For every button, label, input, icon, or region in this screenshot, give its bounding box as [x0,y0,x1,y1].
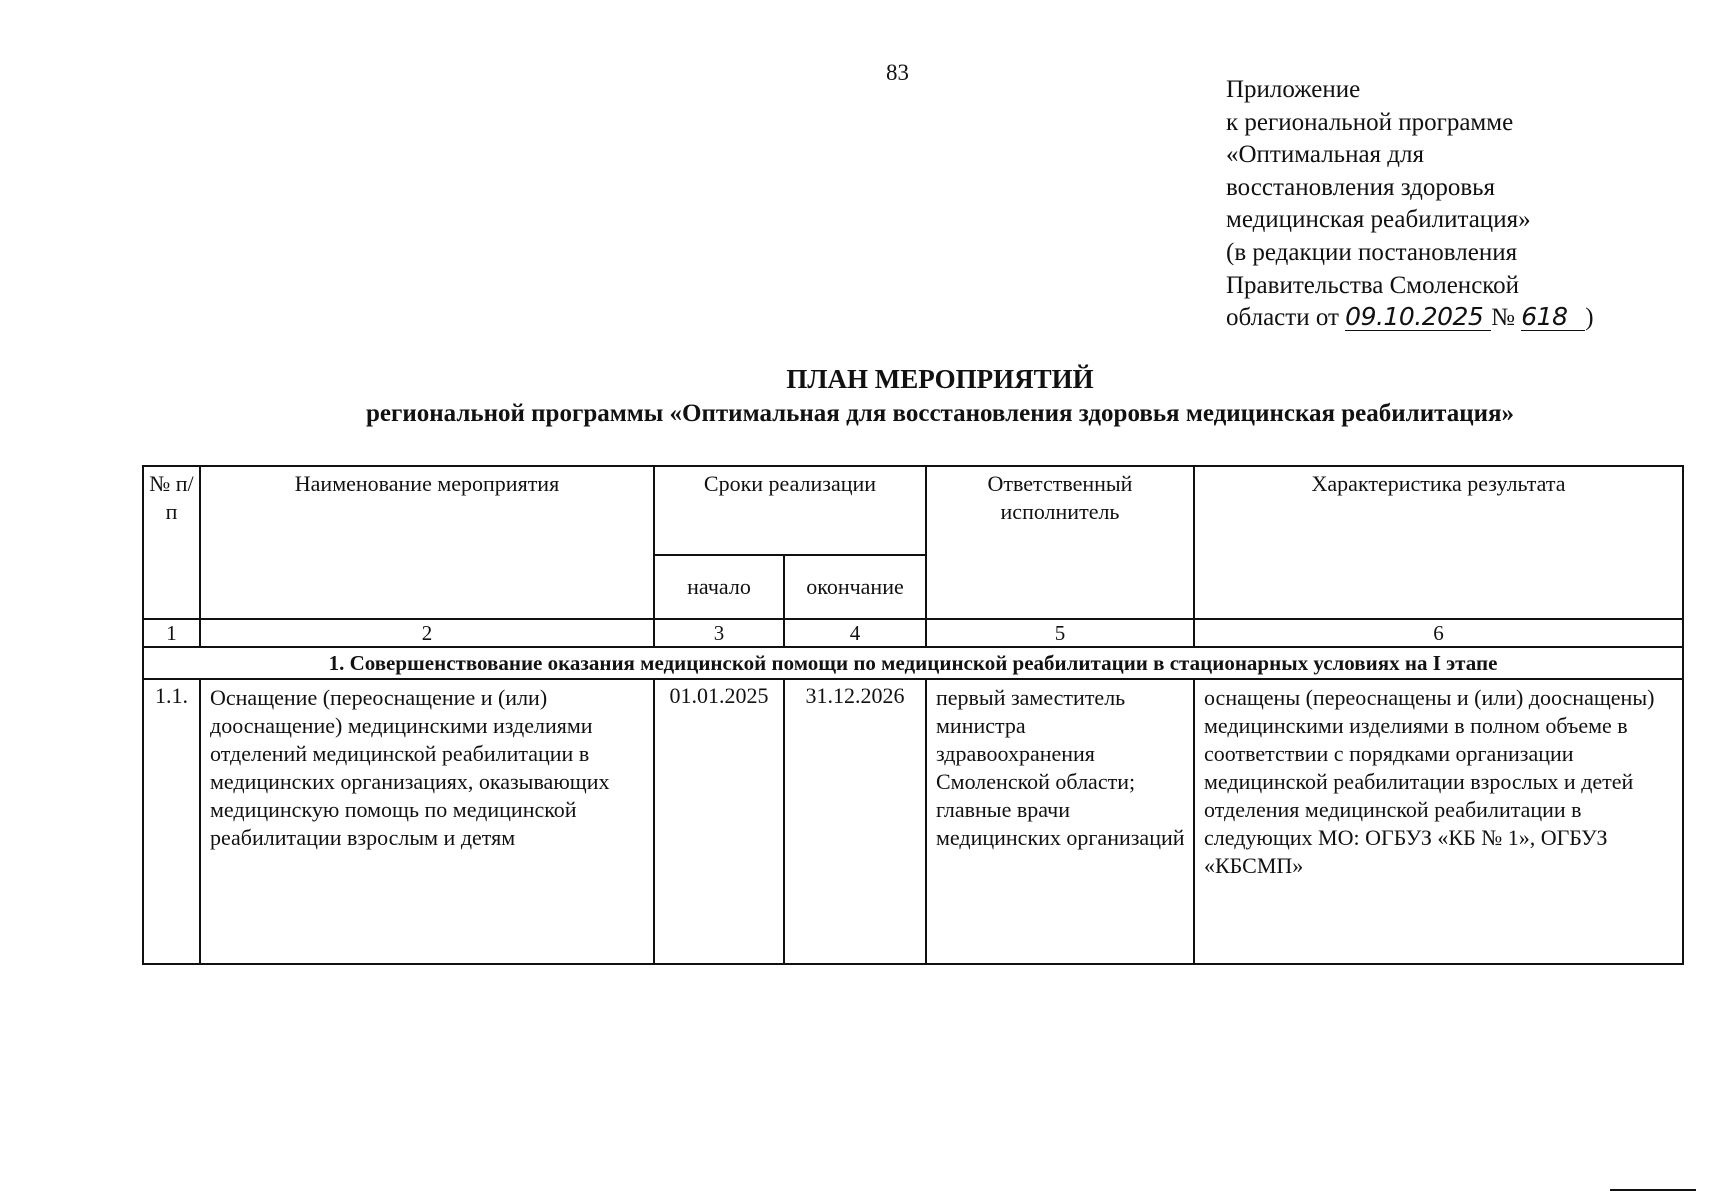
appendix-line: Правительства Смоленской [1226,271,1520,299]
document-title: ПЛАН МЕРОПРИЯТИЙ [786,364,1094,394]
document-subtitle: региональной программы «Оптимальная для восстановления здоровья медицинская реабилитация» [365,400,1515,427]
column-number: 4 [784,619,926,647]
column-number-row [143,619,1683,647]
appendix-line: к региональной программе [1226,108,1514,136]
closing-paren: ) [1585,304,1594,332]
row-start: 01.01.2025 [654,679,784,964]
header-terms: Сроки реализации [654,466,926,555]
appendix-last-line [1226,302,1666,335]
number-sign: № [1491,304,1516,332]
appendix-block [1226,74,1666,335]
column-number: 1 [143,619,200,647]
row-responsible: первый заместитель министра здравоохранения Смоленской области; главные врачи медицинских организаций [926,679,1194,964]
table-row [143,679,1683,964]
row-end: 31.12.2026 [784,679,926,964]
row-name: Оснащение (переоснащение и (или) дооснащение) медицинскими изделиями отделений медицинской реабилитации в медицинских организациях, оказывающих медицинскую помощь по медицинской реабилитации взрослым и детям [200,679,654,964]
header-result: Характеристика результата [1194,466,1683,619]
header-num: № п/п [143,466,200,619]
column-number: 5 [926,619,1194,647]
header-start: начало [654,555,784,619]
appendix-line: «Оптимальная для [1226,141,1424,169]
appendix-prefix: области от [1226,304,1339,332]
handwritten-number: 618 [1521,304,1585,331]
appendix-line: восстановления здоровья [1226,173,1496,201]
appendix-line: (в редакции постановления [1226,238,1518,266]
header-row [143,466,1683,555]
row-num: 1.1. [143,679,200,964]
appendix-line: медицинская реабилитация» [1226,206,1531,234]
column-number: 6 [1194,619,1683,647]
appendix-line: Приложение [1226,76,1361,103]
header-end: окончание [784,555,926,619]
plan-table [142,465,1684,965]
row-result: оснащены (переоснащены и (или) дооснащены) медицинскими изделиями в полном объеме в соответствии с порядками организации медицинской реабилитации взрослых и детей отделения медицинской реабилитации в следующих МО: ОГБУЗ «КБ № 1», ОГБУЗ «КБСМП» [1194,679,1683,964]
column-number: 3 [654,619,784,647]
header-responsible: Ответственный исполнитель [926,466,1194,619]
page-number: 83 [886,60,909,85]
header-name: Наименование мероприятия [200,466,654,619]
column-number: 2 [200,619,654,647]
footer-line [1610,1189,1696,1191]
section-title: 1. Совершенствование оказания медицинской помощи по медицинской реабилитации в стационарных условиях на I этапе [143,647,1683,679]
handwritten-date: 09.10.2025 [1345,304,1491,331]
section-row [143,647,1683,679]
